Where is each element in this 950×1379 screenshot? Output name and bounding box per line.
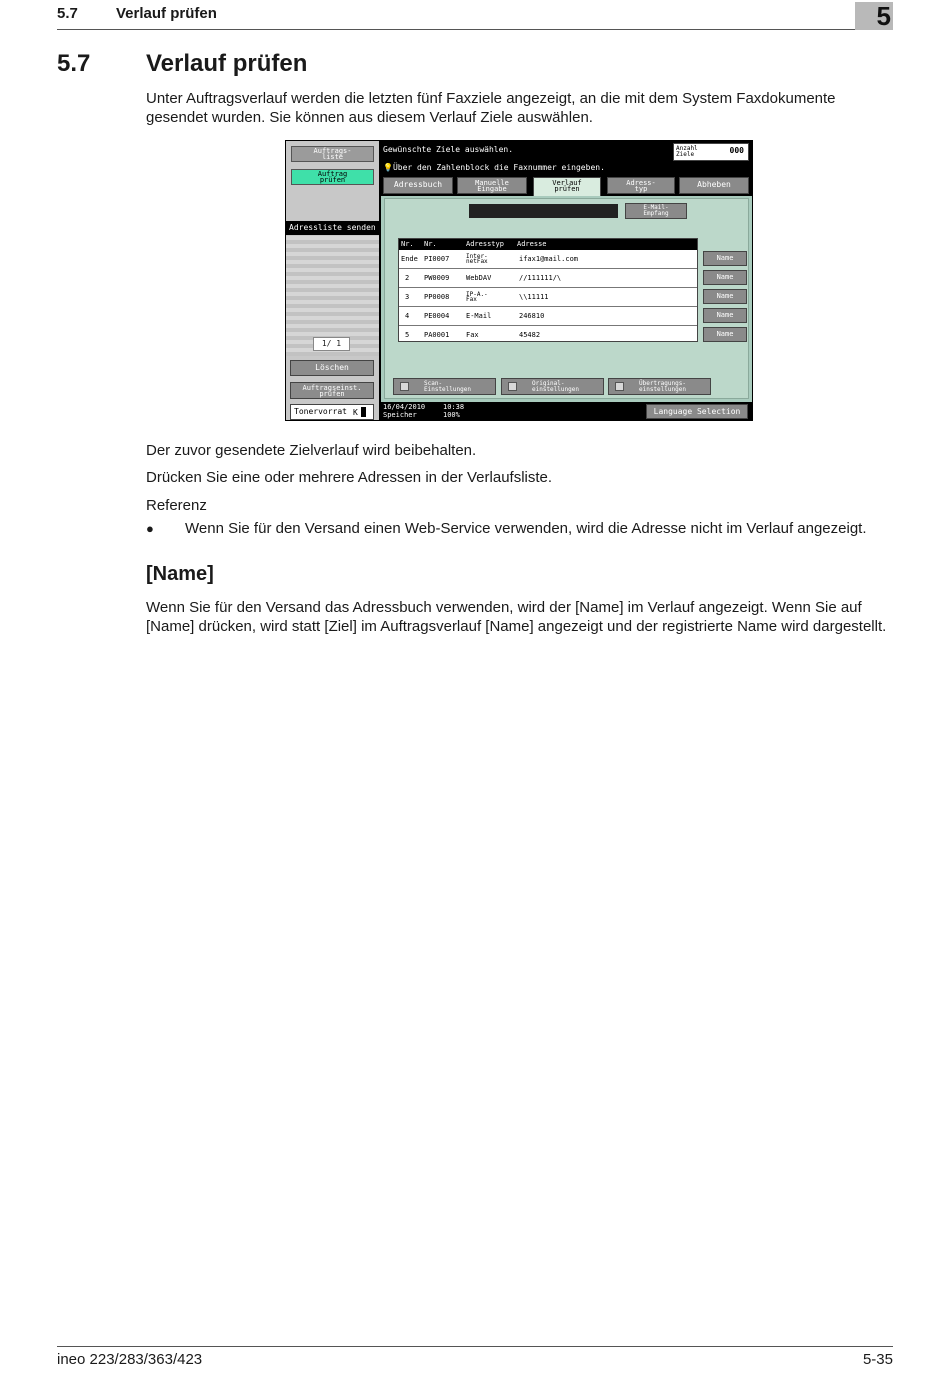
tab-bar (381, 177, 752, 195)
cell-type: Inter- netFax (466, 253, 488, 265)
date-text: 16/04/2010 (383, 403, 426, 411)
chapter-number: 5 (876, 1, 891, 31)
original-icon (508, 382, 517, 391)
table-row[interactable] (399, 307, 697, 326)
cell-address: //111111/\ (519, 274, 562, 282)
heading-number: 5.7 (57, 50, 91, 77)
status-time (443, 403, 464, 419)
col-nr2: Nr. (424, 240, 437, 248)
auftragseinst-button[interactable]: Auftragseinst. prüfen (290, 382, 374, 399)
intro-paragraph: Unter Auftragsverlauf werden die letzten fünf Faxziele angezeigt, an die mit dem System Faxdokumente gesendet wurden. Sie können aus diesem Verlauf Ziele auswählen. (146, 90, 836, 126)
loeschen-button[interactable]: Löschen (290, 360, 374, 376)
cell-id: PI0007 (424, 255, 450, 263)
cell-type: IP-A.- Fax (466, 291, 488, 303)
paragraph-press: Drücken Sie eine oder mehrere Adressen in der Verlaufsliste. (146, 469, 553, 486)
cell-address: 45482 (519, 331, 541, 339)
col-adresse: Adresse (517, 240, 547, 248)
target-count-label: Anzahl Ziele (676, 145, 698, 158)
tab-verlauf-pruefen[interactable]: Verlauf prüfen (533, 177, 601, 197)
cell-nr: 4 (405, 312, 410, 320)
cell-address: ifax1@mail.com (519, 255, 579, 263)
cell-id: PE0004 (424, 312, 450, 320)
cell-address: \\11111 (519, 293, 549, 301)
toner-status (290, 404, 374, 420)
tab-manuelle-eingabe[interactable]: Manuelle Eingabe (457, 177, 527, 194)
adressliste-label: Adressliste senden (286, 221, 379, 235)
scan-settings-button[interactable] (393, 378, 496, 395)
status-date (383, 403, 425, 419)
cell-type: Fax (466, 331, 479, 339)
cell-id: PA0001 (424, 331, 450, 339)
tab-adresstyp[interactable]: Adress- typ (607, 177, 675, 194)
col-nr: Nr. (401, 240, 414, 248)
main-panel (381, 141, 752, 420)
name-button-2[interactable]: Name (703, 270, 747, 285)
name-button-4[interactable]: Name (703, 308, 747, 323)
name-button-5[interactable]: Name (703, 327, 747, 342)
fax-number-field[interactable] (469, 204, 618, 218)
table-row[interactable] (399, 326, 697, 345)
scan-settings-label: Scan- Einstellungen (424, 380, 471, 393)
paragraph-retained: Der zuvor gesendete Zielverlauf wird beibehalten. (146, 442, 477, 459)
history-table (398, 238, 698, 342)
table-header (399, 239, 697, 250)
transmission-settings-label: Übertragungs- einstellungen (639, 380, 686, 393)
col-adresstyp: Adresstyp (466, 240, 504, 248)
cell-address: 246810 (519, 312, 545, 320)
subheading-name: [Name] (146, 563, 214, 585)
tab-abheben[interactable]: Abheben (679, 177, 749, 194)
table-row[interactable] (399, 269, 697, 288)
toner-level-bar (361, 407, 366, 417)
cell-id: PW0009 (424, 274, 450, 282)
referenz-label: Referenz (146, 497, 207, 514)
original-settings-label: Original- einstellungen (532, 380, 579, 393)
auftragsliste-button[interactable]: Auftrags- liste (291, 146, 374, 162)
running-header (57, 3, 893, 30)
footer-model: ineo 223/283/363/423 (57, 1351, 203, 1368)
content-inner (384, 198, 749, 399)
cell-id: PP0008 (424, 293, 450, 301)
email-empfang-button[interactable]: E-Mail- Empfang (625, 203, 687, 219)
message-enter-fax-text: Über den Zahlenblock die Faxnummer eingeben. (392, 163, 605, 172)
speicher-label: Speicher (383, 411, 417, 419)
name-paragraph: Wenn Sie für den Versand das Adressbuch verwenden, wird der [Name] im Verlauf angezeigt. Wenn Sie auf [Name] drücken, wird statt [Ziel] im Auftragsverlauf [Name] angezeigt und der registrierte Name wird dargestellt. (146, 599, 887, 635)
name-button-3[interactable]: Name (703, 289, 747, 304)
content-area (381, 196, 752, 402)
page-indicator: 1/ 1 (313, 337, 350, 351)
cell-type: WebDAV (466, 274, 492, 282)
auftrag-pruefen-button[interactable]: Auftrag prüfen (291, 169, 374, 185)
footer-page: 5-35 (862, 1351, 893, 1368)
header-section-number: 5.7 (57, 5, 78, 22)
table-row[interactable] (399, 288, 697, 307)
bullet-text: Wenn Sie für den Versand einen Web-Service verwenden, wird die Adresse nicht im Verlauf angezeigt. (185, 520, 867, 537)
cell-nr: 2 (405, 274, 410, 282)
name-button-1[interactable]: Name (703, 251, 747, 266)
cell-nr: 3 (405, 293, 410, 301)
transmission-icon (615, 382, 624, 391)
target-count-box (673, 143, 749, 161)
heading-title: Verlauf prüfen (146, 50, 308, 77)
footer (57, 1346, 893, 1368)
speicher-value: 100% (443, 411, 460, 419)
tab-adressbuch[interactable]: Adressbuch (383, 177, 453, 194)
left-panel (286, 141, 379, 420)
cell-type: E-Mail (466, 312, 492, 320)
cell-nr: 5 (405, 331, 410, 339)
control-panel-screenshot (285, 140, 753, 421)
toner-label: Tonervorrat (294, 407, 347, 416)
cell-nr: Ende (401, 255, 418, 263)
bullet-mark: ● (146, 521, 154, 536)
scan-icon (400, 382, 409, 391)
header-section-title: Verlauf prüfen (116, 5, 217, 22)
message-enter-fax (383, 163, 605, 172)
language-selection-button[interactable]: Language Selection (646, 404, 748, 419)
toner-k: K (353, 408, 358, 417)
table-row[interactable] (399, 250, 697, 269)
transmission-settings-button[interactable] (608, 378, 711, 395)
chapter-tab (855, 2, 893, 30)
target-count-value: 000 (729, 146, 744, 155)
time-text: 10:38 (443, 403, 465, 411)
original-settings-button[interactable] (501, 378, 604, 395)
lightbulb-icon: 💡 (383, 163, 393, 172)
message-select-targets: Gewünschte Ziele auswählen. (383, 145, 514, 154)
